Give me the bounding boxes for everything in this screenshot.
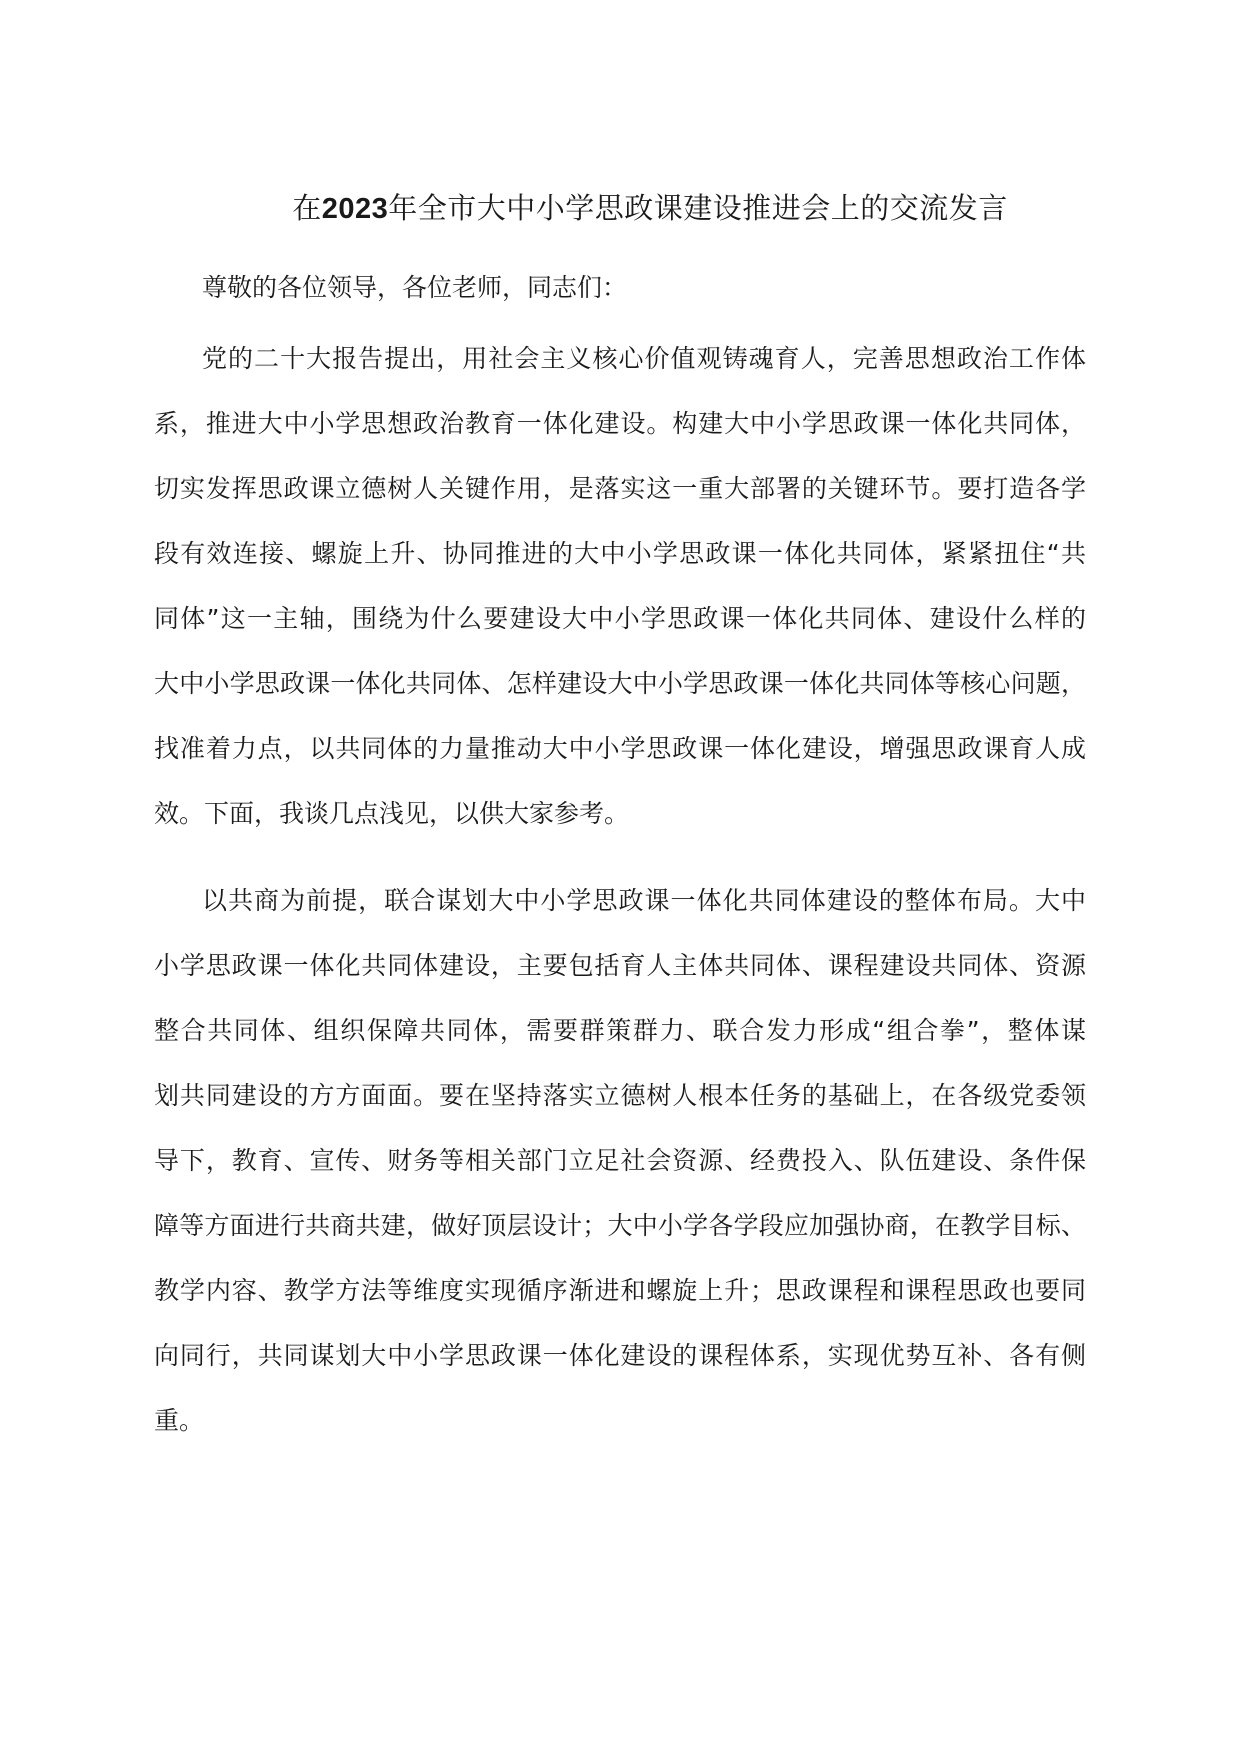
salutation: 尊敬的各位领导，各位老师，同志们：: [202, 273, 628, 302]
paragraph-line: 切实发挥思政课立德树人关键作用，是落实这一重大部署的关键环节。要打造各学: [154, 474, 1086, 503]
paragraph-line: 以共商为前提，联合谋划大中小学思政课一体化共同体建设的整体布局。大中: [202, 886, 1086, 915]
paragraph-1: [154, 326, 1086, 846]
paragraph-line: 导下，教育、宣传、财务等相关部门立足社会资源、经费投入、队伍建设、条件保: [154, 1146, 1086, 1175]
title-prefix: 在: [292, 191, 322, 225]
title-year: 2023: [321, 193, 389, 225]
paragraph-line: 党的二十大报告提出，用社会主义核心价值观铸魂育人，完善思想政治工作体: [202, 344, 1086, 373]
paragraph-line: 段有效连接、螺旋上升、协同推进的大中小学思政课一体化共同体，紧紧扭住“共: [154, 539, 1086, 568]
paragraph-line: 效。下面，我谈几点浅见，以供大家参考。: [154, 799, 630, 828]
document-title: [150, 188, 1150, 229]
paragraph-line: 小学思政课一体化共同体建设，主要包括育人主体共同体、课程建设共同体、资源: [154, 951, 1086, 980]
paragraph-line: 大中小学思政课一体化共同体、怎样建设大中小学思政课一体化共同体等核心问题，: [154, 669, 1086, 698]
paragraph-line: 教学内容、教学方法等维度实现循序渐进和螺旋上升；思政课程和课程思政也要同: [154, 1276, 1086, 1305]
paragraph-line: 同体”这一主轴，围绕为什么要建设大中小学思政课一体化共同体、建设什么样的: [154, 604, 1086, 633]
paragraph-line: 找准着力点，以共同体的力量推动大中小学思政课一体化建设，增强思政课育人成: [154, 734, 1086, 763]
paragraph-line: 障等方面进行共商共建，做好顶层设计；大中小学各学段应加强协商，在教学目标、: [154, 1211, 1086, 1240]
paragraph-2: [154, 868, 1086, 1453]
paragraph-line: 重。: [154, 1406, 205, 1435]
paragraph-line: 向同行，共同谋划大中小学思政课一体化建设的课程体系，实现优势互补、各有侧: [154, 1341, 1086, 1370]
title-suffix: 年全市大中小学思政课建设推进会上的交流发言: [388, 191, 1008, 225]
paragraph-line: 划共同建设的方方面面。要在坚持落实立德树人根本任务的基础上，在各级党委领: [154, 1081, 1086, 1110]
paragraph-line: 系，推进大中小学思想政治教育一体化建设。构建大中小学思政课一体化共同体，: [154, 409, 1086, 438]
paragraph-line: 整合共同体、组织保障共同体，需要群策群力、联合发力形成“组合拳”，整体谋: [154, 1016, 1086, 1045]
